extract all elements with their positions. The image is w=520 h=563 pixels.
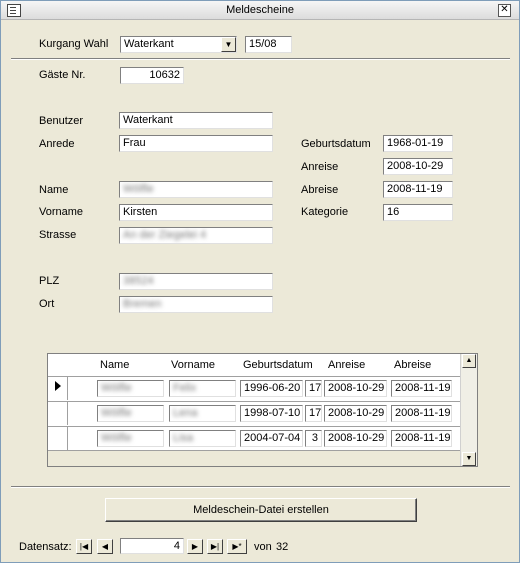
row-abreise-field[interactable]: 2008-11-19 bbox=[391, 405, 452, 422]
col-header-geburtsdatum: Geburtsdatum bbox=[243, 359, 313, 371]
strasse-label: Strasse bbox=[39, 229, 77, 241]
row-name-field[interactable]: Wölfle bbox=[97, 405, 164, 422]
record-total: 32 bbox=[276, 541, 289, 553]
vertical-scrollbar[interactable] bbox=[460, 354, 477, 466]
row-anreise-field[interactable]: 2008-10-29 bbox=[324, 380, 387, 397]
divider-bottom bbox=[11, 486, 510, 488]
row-geburtsdatum-field[interactable]: 1996-06-20 bbox=[240, 380, 303, 397]
anreise-field[interactable]: 2008-10-29 bbox=[383, 158, 453, 175]
companions-subform bbox=[47, 353, 478, 467]
gaeste-nr-field[interactable]: 10632 bbox=[120, 67, 184, 84]
row-vorname-field[interactable]: Felix bbox=[169, 380, 236, 397]
row-anreise-field[interactable]: 2008-10-29 bbox=[324, 405, 387, 422]
name-label: Name bbox=[39, 184, 69, 196]
col-header-abreise: Abreise bbox=[394, 359, 432, 371]
record-selector[interactable] bbox=[48, 402, 68, 425]
plz-label: PLZ bbox=[39, 275, 60, 287]
col-header-anreise: Anreise bbox=[328, 359, 366, 371]
create-file-button[interactable]: Meldeschein-Datei erstellen bbox=[105, 498, 417, 522]
record-selector[interactable] bbox=[48, 377, 68, 400]
col-header-vorname: Vorname bbox=[171, 359, 216, 371]
kurgang-select[interactable] bbox=[120, 36, 237, 53]
kurgang-label: Kurgang Wahl bbox=[39, 38, 109, 50]
row-divider bbox=[48, 376, 460, 377]
next-record-icon[interactable]: ▶ bbox=[187, 539, 203, 554]
row-abreise-field[interactable]: 2008-11-19 bbox=[391, 430, 452, 447]
row-kategorie-field[interactable]: 17 bbox=[305, 405, 322, 422]
anrede-label: Anrede bbox=[39, 138, 75, 150]
divider-top bbox=[11, 58, 510, 60]
kategorie-label: Kategorie bbox=[301, 206, 349, 218]
title-bar bbox=[1, 1, 519, 20]
col-header-name: Name bbox=[100, 359, 130, 371]
vorname-field[interactable]: Kirsten bbox=[119, 204, 273, 221]
gaeste-nr-label: Gäste Nr. bbox=[39, 69, 86, 81]
anrede-field[interactable]: Frau bbox=[119, 135, 273, 152]
abreise-label: Abreise bbox=[301, 184, 339, 196]
previous-record-icon[interactable]: ◀ bbox=[97, 539, 113, 554]
close-icon[interactable]: ✕ bbox=[498, 4, 511, 17]
strasse-field[interactable]: An der Ziegelei 4 bbox=[119, 227, 273, 244]
scroll-up-icon[interactable]: ▲ bbox=[462, 354, 476, 368]
row-divider bbox=[48, 401, 460, 402]
new-record-row bbox=[48, 450, 460, 467]
benutzer-label: Benutzer bbox=[39, 115, 84, 127]
plz-field[interactable]: 38524 bbox=[119, 273, 273, 290]
record-selector[interactable] bbox=[48, 427, 68, 450]
last-record-icon[interactable]: ▶| bbox=[207, 539, 223, 554]
chevron-down-icon[interactable]: ▼ bbox=[221, 37, 236, 52]
scroll-down-icon[interactable]: ▼ bbox=[462, 452, 476, 466]
kurgang-period-field[interactable]: 15/08 bbox=[245, 36, 292, 53]
benutzer-field[interactable]: Waterkant bbox=[119, 112, 273, 129]
name-field[interactable]: Wölfle bbox=[119, 181, 273, 198]
geburtsdatum-field[interactable]: 1968-01-19 bbox=[383, 135, 453, 152]
row-abreise-field[interactable]: 2008-11-19 bbox=[391, 380, 452, 397]
ort-label: Ort bbox=[39, 298, 55, 310]
kategorie-field[interactable]: 16 bbox=[383, 204, 453, 221]
window-title: Meldescheine bbox=[226, 4, 294, 16]
record-number-field[interactable]: 4 bbox=[120, 538, 184, 554]
kurgang-select-value: Waterkant bbox=[124, 38, 174, 50]
vorname-label: Vorname bbox=[39, 206, 84, 218]
row-name-field[interactable]: Wölfle bbox=[97, 430, 164, 447]
ort-field[interactable]: Bremen bbox=[119, 296, 273, 313]
current-record-icon bbox=[55, 381, 61, 391]
row-name-field[interactable]: Wölfle bbox=[97, 380, 164, 397]
first-record-icon[interactable]: |◀ bbox=[76, 539, 92, 554]
row-kategorie-field[interactable]: 17 bbox=[305, 380, 322, 397]
row-geburtsdatum-field[interactable]: 1998-07-10 bbox=[240, 405, 303, 422]
anreise-label: Anreise bbox=[301, 161, 339, 173]
row-kategorie-field[interactable]: 3 bbox=[305, 430, 322, 447]
record-of-label: von bbox=[254, 541, 272, 553]
row-divider bbox=[48, 426, 460, 427]
abreise-field[interactable]: 2008-11-19 bbox=[383, 181, 453, 198]
new-record-icon[interactable]: ▶* bbox=[227, 539, 247, 554]
record-nav-label: Datensatz: bbox=[19, 541, 72, 553]
row-geburtsdatum-field[interactable]: 2004-07-04 bbox=[240, 430, 303, 447]
row-vorname-field[interactable]: Lena bbox=[169, 405, 236, 422]
row-vorname-field[interactable]: Lisa bbox=[169, 430, 236, 447]
row-anreise-field[interactable]: 2008-10-29 bbox=[324, 430, 387, 447]
geburtsdatum-label: Geburtsdatum bbox=[301, 138, 371, 150]
